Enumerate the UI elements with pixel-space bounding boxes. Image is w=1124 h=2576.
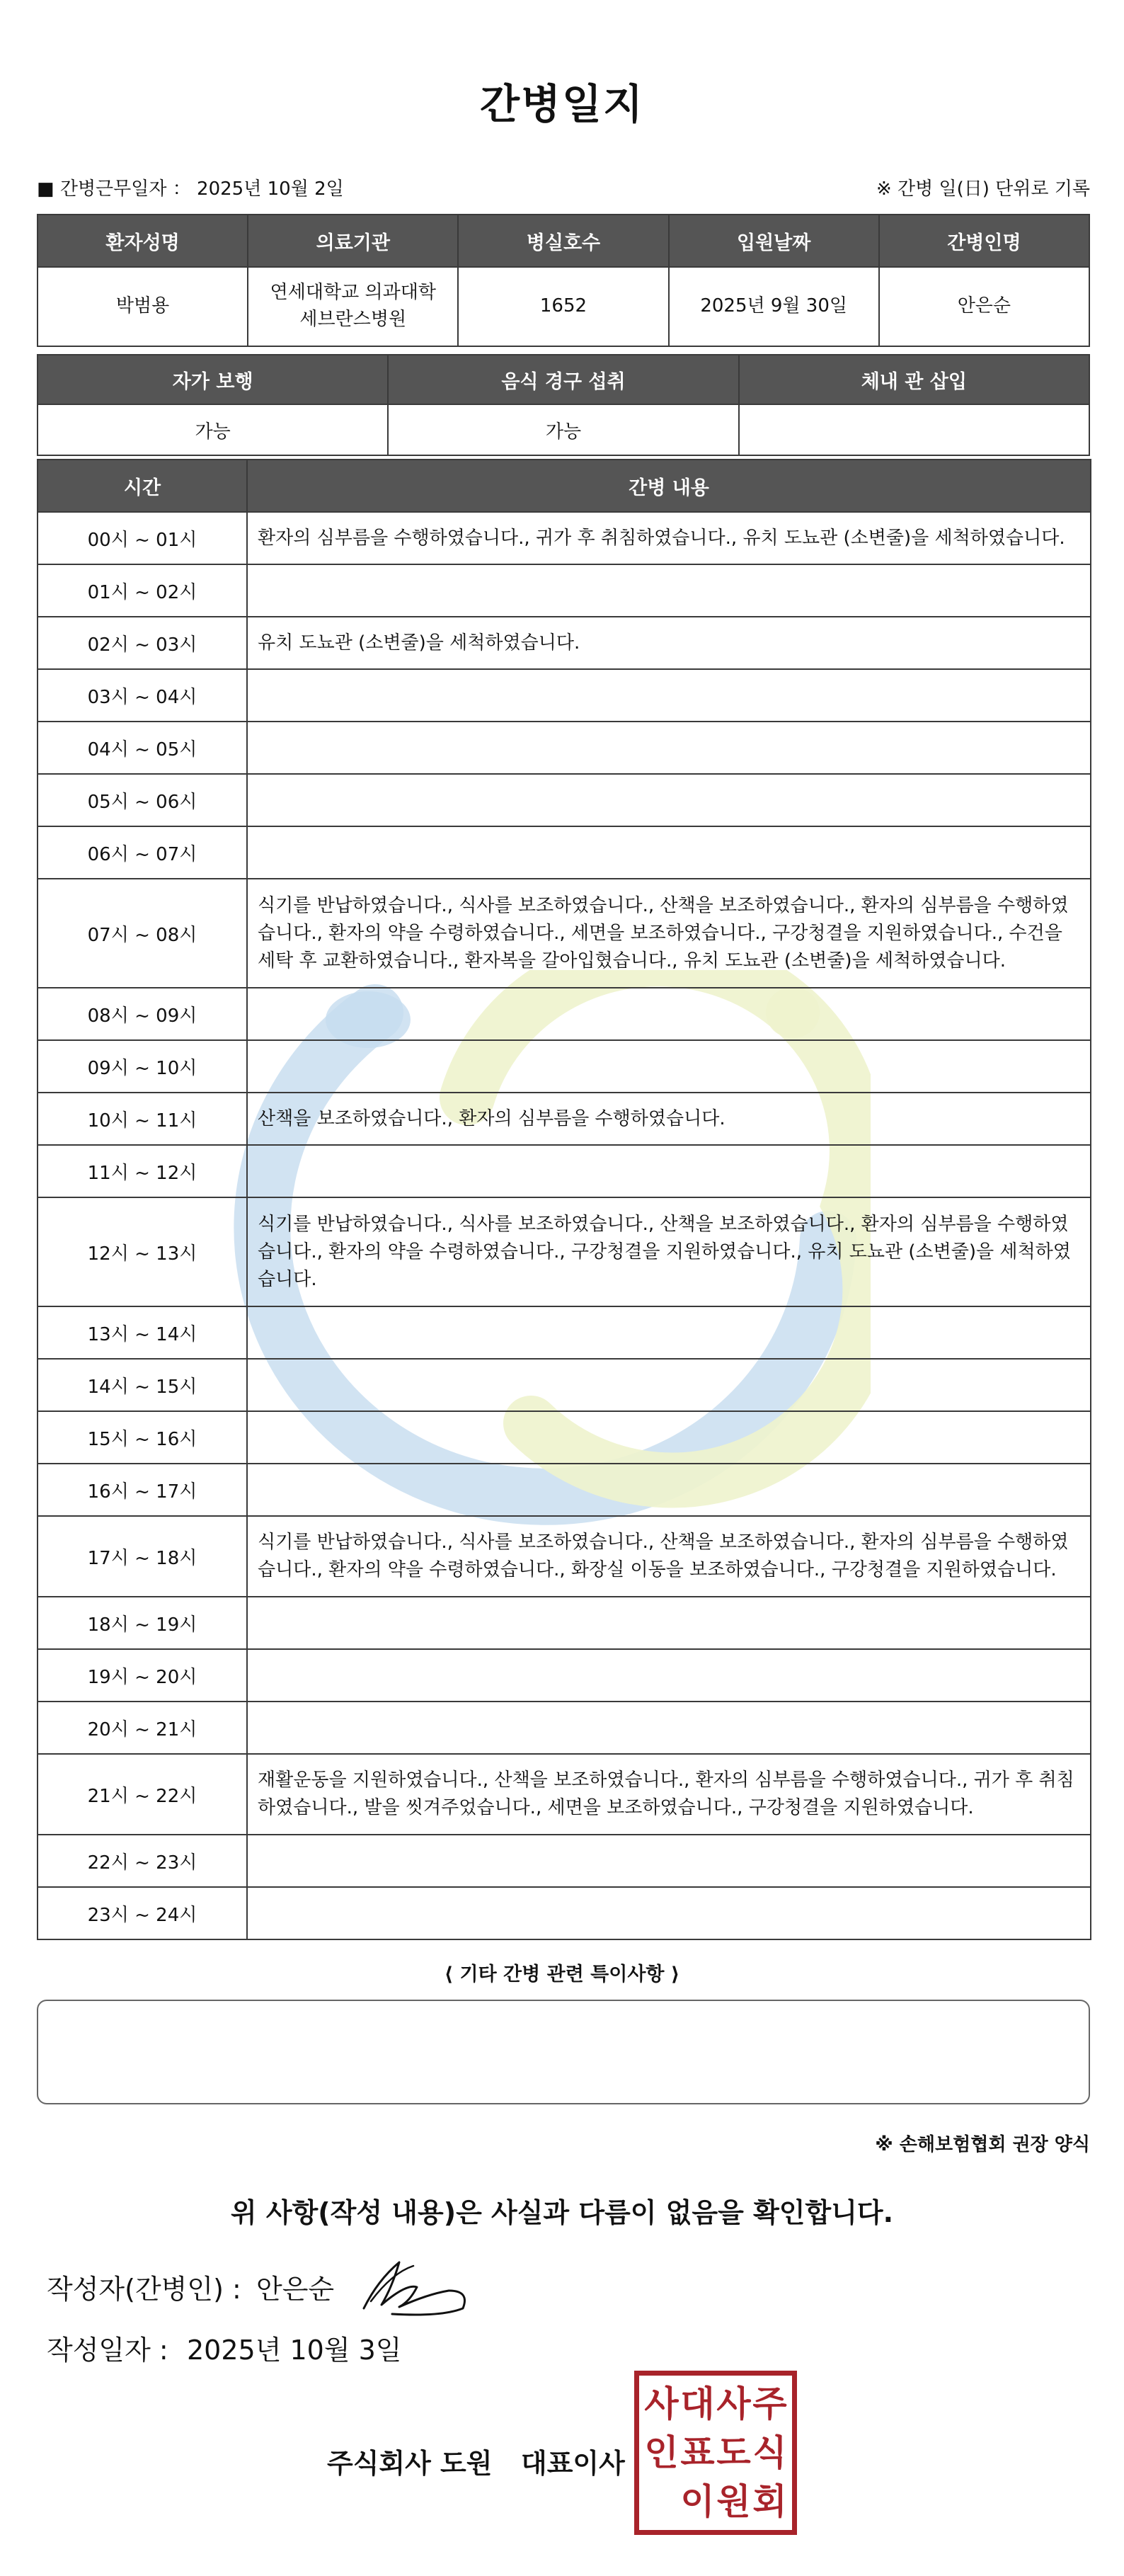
log-content	[247, 564, 1091, 617]
table-row	[38, 1093, 1091, 1145]
log-time: 14시 ~ 15시	[38, 1359, 247, 1411]
care-log-header-row	[38, 460, 1091, 512]
header-oral-intake: 음식 경구 섭취	[388, 355, 738, 404]
seal-char: 이	[680, 2480, 715, 2522]
writer-label: 작성자(간병인) :	[47, 2274, 241, 2305]
seal-char	[643, 2477, 679, 2526]
notes-title: ⟨ 기타 간병 관련 특이사항 ⟩	[444, 1964, 680, 1985]
log-time: 19시 ~ 20시	[38, 1649, 247, 1702]
table-row	[38, 1597, 1091, 1649]
log-time: 12시 ~ 13시	[38, 1197, 247, 1306]
header-admission-date: 입원날짜	[669, 215, 879, 267]
header-care-content: 간병 내용	[247, 460, 1091, 512]
seal-char: 대	[680, 2383, 715, 2425]
log-time: 05시 ~ 06시	[38, 774, 247, 826]
seal-char: 사	[716, 2383, 751, 2425]
table-row	[38, 1887, 1091, 1939]
header-self-walking: 자가 보행	[38, 355, 388, 404]
header-room: 병실호수	[458, 215, 668, 267]
ceo-label: 대표이사	[521, 2448, 625, 2479]
log-content: 환자의 심부름을 수행하였습니다., 귀가 후 취침하였습니다., 유치 도뇨관 (소변줄)을 세척하였습니다.	[247, 512, 1091, 564]
patient-info-table	[37, 214, 1090, 347]
document-title: 간병일지	[479, 80, 645, 128]
log-time: 11시 ~ 12시	[38, 1145, 247, 1197]
log-time: 20시 ~ 21시	[38, 1702, 247, 1754]
seal-char: 주	[752, 2383, 787, 2425]
seal-char: 인	[644, 2432, 679, 2473]
log-time: 15시 ~ 16시	[38, 1411, 247, 1464]
table-row	[38, 826, 1091, 879]
table-row	[38, 1835, 1091, 1887]
seal-char: 도	[716, 2432, 751, 2473]
log-time: 03시 ~ 04시	[38, 669, 247, 722]
table-row	[38, 1359, 1091, 1411]
log-content	[247, 1145, 1091, 1197]
writer-name: 안은순	[256, 2274, 335, 2305]
log-content	[247, 774, 1091, 826]
table-row	[38, 1702, 1091, 1754]
patient-status-table	[37, 354, 1090, 456]
log-time: 06시 ~ 07시	[38, 826, 247, 879]
log-time: 17시 ~ 18시	[38, 1516, 247, 1597]
table-row	[38, 1411, 1091, 1464]
log-content	[247, 988, 1091, 1040]
header-institution: 의료기관	[248, 215, 458, 267]
notes-box	[37, 2000, 1090, 2104]
institution	[248, 267, 458, 346]
form-source-note: ※ 손해보험협회 권장 양식	[875, 2134, 1090, 2155]
log-content	[247, 1411, 1091, 1464]
log-time: 23시 ~ 24시	[38, 1887, 247, 1939]
log-time: 21시 ~ 22시	[38, 1754, 247, 1835]
company-seal-icon	[634, 2371, 797, 2535]
log-content: 식기를 반납하였습니다., 식사를 보조하였습니다., 산책을 보조하였습니다., 환자의 심부름을 수행하였습니다., 환자의 약을 수령하였습니다., 구강청결을 지원하였습니다., 유치 도뇨관 (소변줄)을 세척하였습니다.	[247, 1197, 1091, 1306]
log-content: 재활운동을 지원하였습니다., 산책을 보조하였습니다., 환자의 심부름을 수행하였습니다., 귀가 후 취침하였습니다., 발을 씻겨주었습니다., 세면을 보조하였습니다., 구강청결을 지원하였습니다.	[247, 1754, 1091, 1835]
status-value-row	[38, 404, 1089, 455]
table-row	[38, 1306, 1091, 1359]
log-content	[247, 1649, 1091, 1702]
confirmation-statement: 위 사항(작성 내용)은 사실과 다름이 없음을 확인합니다.	[230, 2197, 894, 2228]
signature-icon	[350, 2252, 477, 2323]
log-content	[247, 826, 1091, 879]
log-time: 07시 ~ 08시	[38, 879, 247, 988]
table-row	[38, 879, 1091, 988]
table-row	[38, 1649, 1091, 1702]
log-time: 08시 ~ 09시	[38, 988, 247, 1040]
company-name: 주식회사 도원	[327, 2448, 493, 2479]
table-row	[38, 774, 1091, 826]
seal-char: 표	[680, 2432, 715, 2473]
log-content	[247, 722, 1091, 774]
log-time: 10시 ~ 11시	[38, 1093, 247, 1145]
log-content	[247, 1702, 1091, 1754]
table-row	[38, 1145, 1091, 1197]
seal-char: 식	[752, 2432, 787, 2473]
unit-note: ※ 간병 일(日) 단위로 기록	[876, 178, 1090, 200]
tube-insertion-value	[739, 404, 1089, 455]
log-content	[247, 1887, 1091, 1939]
patient-info-header-row	[38, 215, 1089, 267]
log-content	[247, 1306, 1091, 1359]
oral-intake-value: 가능	[388, 404, 738, 455]
table-row	[38, 1516, 1091, 1597]
care-log-table	[37, 459, 1091, 1940]
log-content: 식기를 반납하였습니다., 식사를 보조하였습니다., 산책을 보조하였습니다., 환자의 심부름을 수행하였습니다., 환자의 약을 수령하였습니다., 화장실 이동을 보조하였습니다., 구강청결을 지원하였습니다.	[247, 1516, 1091, 1597]
log-content	[247, 1835, 1091, 1887]
header-caregiver-name: 간병인명	[879, 215, 1089, 267]
log-time: 00시 ~ 01시	[38, 512, 247, 564]
log-time: 01시 ~ 02시	[38, 564, 247, 617]
log-content	[247, 1040, 1091, 1093]
log-time: 16시 ~ 17시	[38, 1464, 247, 1516]
table-row	[38, 1464, 1091, 1516]
header-patient-name: 환자성명	[38, 215, 248, 267]
patient-info-value-row	[38, 267, 1089, 346]
seal-characters	[643, 2380, 788, 2526]
header-tube-insertion: 체내 관 삽입	[739, 355, 1089, 404]
log-content	[247, 1359, 1091, 1411]
table-row	[38, 722, 1091, 774]
admission-date: 2025년 9월 30일	[669, 267, 879, 346]
log-time: 22시 ~ 23시	[38, 1835, 247, 1887]
table-row	[38, 512, 1091, 564]
log-time: 09시 ~ 10시	[38, 1040, 247, 1093]
written-date-value: 2025년 10월 3일	[187, 2335, 402, 2366]
table-row	[38, 1754, 1091, 1835]
log-time: 02시 ~ 03시	[38, 617, 247, 669]
patient-name: 박범용	[38, 267, 248, 346]
caregiver-name: 안은순	[879, 267, 1089, 346]
table-row	[38, 617, 1091, 669]
log-content: 산책을 보조하였습니다., 환자의 심부름을 수행하였습니다.	[247, 1093, 1091, 1145]
log-content	[247, 669, 1091, 722]
table-row	[38, 564, 1091, 617]
log-time: 18시 ~ 19시	[38, 1597, 247, 1649]
table-row	[38, 1040, 1091, 1093]
log-content	[247, 1464, 1091, 1516]
log-time: 04시 ~ 05시	[38, 722, 247, 774]
table-row	[38, 1197, 1091, 1306]
seal-char: 원	[716, 2480, 751, 2522]
work-date: ■ 간병근무일자 ： 2025년 10월 2일	[37, 178, 344, 200]
room-number: 1652	[458, 267, 668, 346]
self-walking-value: 가능	[38, 404, 388, 455]
institution-line1: 연세대학교 의과대학	[270, 282, 436, 304]
log-content	[247, 1597, 1091, 1649]
institution-line2: 세브란스병원	[299, 309, 407, 330]
seal-char: 회	[752, 2480, 787, 2522]
header-time: 시간	[38, 460, 247, 512]
seal-char: 사	[644, 2383, 679, 2425]
log-content: 식기를 반납하였습니다., 식사를 보조하였습니다., 산책을 보조하였습니다., 환자의 심부름을 수행하였습니다., 환자의 약을 수령하였습니다., 세면을 보조하였습니다., 구강청결을 지원하였습니다., 수건을 세탁 후 교환하였습니다., 환자복을 갈아입혔습니다., 유치 도뇨관 (소변줄)을 세척하였습니다.	[247, 879, 1091, 988]
log-time: 13시 ~ 14시	[38, 1306, 247, 1359]
table-row	[38, 988, 1091, 1040]
table-row	[38, 669, 1091, 722]
log-content: 유치 도뇨관 (소변줄)을 세척하였습니다.	[247, 617, 1091, 669]
status-header-row	[38, 355, 1089, 404]
written-date-label: 작성일자 :	[47, 2335, 168, 2366]
